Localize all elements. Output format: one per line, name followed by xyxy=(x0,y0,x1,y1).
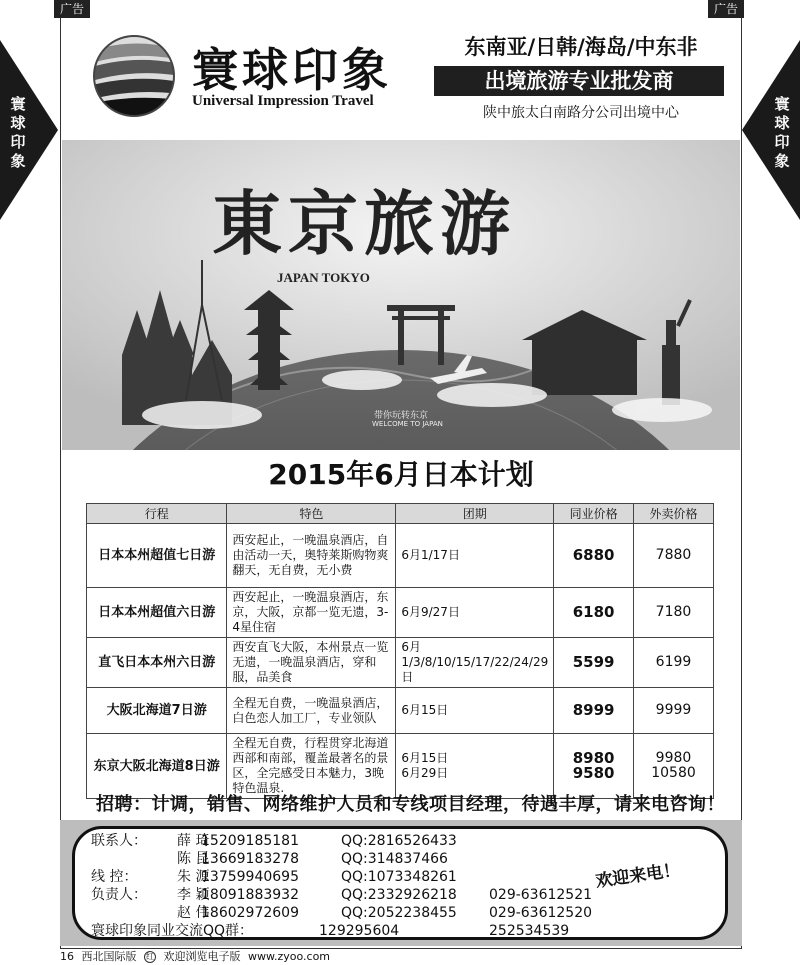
contact-tel: 029-63612520 xyxy=(489,905,593,921)
plan-title: 2015年6月日本计划 xyxy=(268,458,534,491)
welcome-text: 欢迎来电！ xyxy=(594,860,682,892)
contact-name: 李 颖 xyxy=(177,887,210,903)
contact-name: 陈 昆 xyxy=(177,851,210,867)
contact-phone: 15209185181 xyxy=(201,833,299,849)
route-feature: 西安起止，一晚温泉酒店，东京，大阪，京都一览无遗，3-4星住宿 xyxy=(227,588,396,638)
banner-caption: 带你玩转东京 xyxy=(374,411,429,421)
contact-qq: QQ:2332926218 xyxy=(341,887,457,903)
header-retail-price: 外卖价格 xyxy=(634,504,714,524)
table-row xyxy=(87,688,714,734)
header-trade-price: 同业价格 xyxy=(554,504,634,524)
header-feature: 特色 xyxy=(227,504,396,524)
brand-name-en: Universal Impression Travel xyxy=(192,93,374,109)
banner-subtitle: JAPAN TOKYO xyxy=(277,270,370,285)
route-dates: 6月15日 xyxy=(396,688,554,734)
retail-price xyxy=(634,734,714,799)
contact-role: 联系人： xyxy=(91,833,147,849)
contact-name: 朱 源 xyxy=(177,869,210,885)
contact-role: 负责人： xyxy=(91,887,147,903)
trade-price-2: 9580 xyxy=(572,764,615,782)
contact-name: 赵 伟 xyxy=(177,905,210,921)
route-name: 东京大阪北海道8日游 xyxy=(87,734,227,799)
trade-price xyxy=(554,734,634,799)
contact-qq: QQ:2816526433 xyxy=(341,833,457,849)
contact-qq: QQ:2052238455 xyxy=(341,905,457,921)
edition-badge: 红 xyxy=(146,952,154,961)
recruitment-notice: 招聘：计调，销售、网络维护人员和专线项目经理，待遇丰厚，请来电咨询！ xyxy=(96,794,725,815)
header-dates: 团期 xyxy=(396,504,554,524)
contact-phone: 18602972609 xyxy=(201,905,299,921)
regions-text: 东南亚/日韩/海岛/中东非 xyxy=(464,35,698,59)
retail-price: 6199 xyxy=(634,638,714,688)
contact-phone: 13669183278 xyxy=(201,851,299,867)
table-row xyxy=(87,638,714,688)
trade-price: 5599 xyxy=(554,638,634,688)
route-name: 日本本州超值七日游 xyxy=(87,524,227,588)
contact-qq: QQ:1073348261 xyxy=(341,869,457,885)
trade-price-1: 8980 xyxy=(572,749,615,767)
route-name: 直飞日本本州六日游 xyxy=(87,638,227,688)
side-tab-left xyxy=(0,40,58,220)
header-route: 行程 xyxy=(87,504,227,524)
wholesale-badge: 出境旅游专业批发商 xyxy=(434,66,724,96)
brand-name-cn: 寰球印象 xyxy=(192,43,392,97)
banner-title: 東京旅游 xyxy=(212,182,516,265)
retail-price: 9999 xyxy=(634,688,714,734)
qq-group-2: 252534539 xyxy=(489,923,570,939)
ad-label-left: 广告 xyxy=(54,0,90,18)
route-feature: 西安直飞大阪，本州景点一览无遗，一晚温泉酒店，穿和服，品美食 xyxy=(227,638,396,688)
route-dates xyxy=(396,734,554,799)
route-name: 大阪北海道7日游 xyxy=(87,688,227,734)
route-date-2: 6月29日 xyxy=(401,766,449,780)
route-dates: 6月1/17日 xyxy=(396,524,554,588)
side-label-right: 寰球印象 xyxy=(774,95,790,170)
qq-group-1: 129295604 xyxy=(319,923,400,939)
retail-price-1: 9980 xyxy=(655,750,692,766)
route-dates: 6月 1/3/8/10/15/17/22/24/29日 xyxy=(396,638,554,688)
route-dates: 6月9/27日 xyxy=(396,588,554,638)
route-name: 日本本州超值六日游 xyxy=(87,588,227,638)
route-feature: 全程无自费，行程贯穿北海道西部和南部，覆盖最著名的景区，全完感受日本魅力，3晚特色温泉. xyxy=(227,734,396,799)
route-feature: 全程无自费，一晚温泉酒店，白色恋人加工厂，专业领队 xyxy=(227,688,396,734)
qq-group-label: 寰球印象同业交流QQ群： xyxy=(91,923,254,939)
contact-section xyxy=(60,820,742,946)
table-row xyxy=(87,524,714,588)
contact-box xyxy=(72,826,728,940)
edition-name: 西北国际版 xyxy=(81,950,137,963)
banner-caption-en: WELCOME TO JAPAN xyxy=(372,420,443,428)
footer-text: 欢迎浏览电子版 xyxy=(163,950,241,963)
contact-name: 薛 琦 xyxy=(177,833,210,849)
contact-qq: QQ:314837466 xyxy=(341,851,448,867)
page-footer xyxy=(60,950,334,964)
trade-price: 6180 xyxy=(554,588,634,638)
tokyo-banner xyxy=(62,140,740,450)
footer-url[interactable]: www.zyoo.com xyxy=(248,950,331,963)
globe-logo-icon xyxy=(88,30,180,122)
table-row xyxy=(87,734,714,799)
ad-label-right: 广告 xyxy=(708,0,744,18)
contact-phone: 13759940695 xyxy=(201,869,299,885)
table-header-row xyxy=(87,504,714,524)
retail-price-2: 10580 xyxy=(651,765,696,781)
side-tab-right xyxy=(742,40,800,220)
page-number: 16 xyxy=(60,950,74,963)
retail-price: 7180 xyxy=(634,588,714,638)
contact-role: 线 控： xyxy=(91,869,138,885)
branch-text: 陕中旅太白南路分公司出境中心 xyxy=(483,105,679,121)
contact-tel: 029-63612521 xyxy=(489,887,593,903)
table-row xyxy=(87,588,714,638)
trade-price: 6880 xyxy=(554,524,634,588)
header-tagline xyxy=(426,32,736,122)
header xyxy=(60,18,742,140)
side-label-left: 寰球印象 xyxy=(10,95,26,170)
itinerary-table xyxy=(86,503,714,799)
route-feature: 西安起止，一晚温泉酒店，自由活动一天，奥特莱斯购物爽翻天，无自费，无小费 xyxy=(227,524,396,588)
trade-price: 8999 xyxy=(554,688,634,734)
retail-price: 7880 xyxy=(634,524,714,588)
contact-phone: 18091883932 xyxy=(201,887,299,903)
route-date-1: 6月15日 xyxy=(401,751,449,765)
